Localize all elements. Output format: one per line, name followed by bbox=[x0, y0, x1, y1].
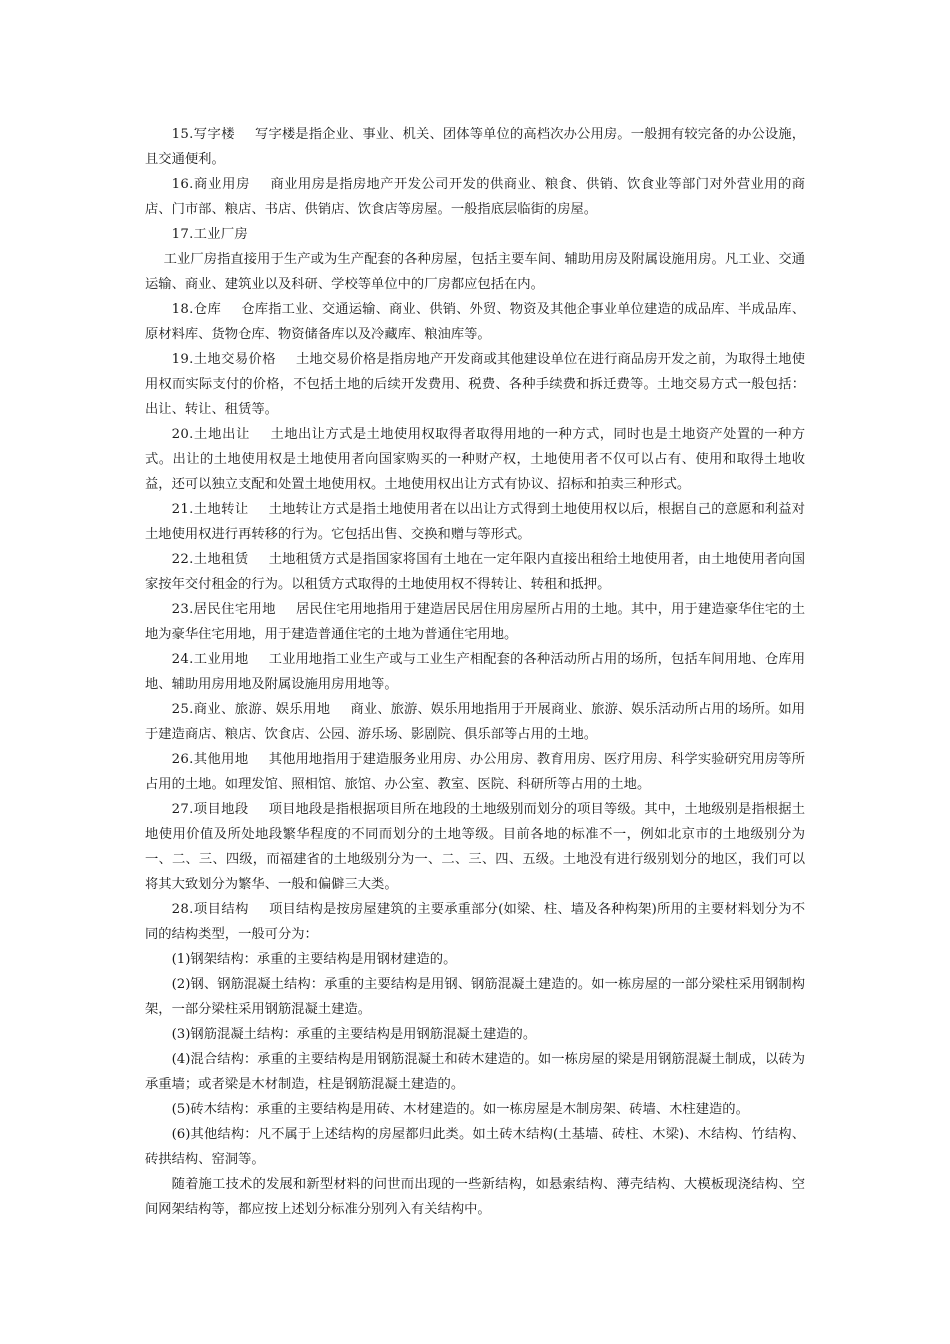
document-page bbox=[145, 122, 805, 1222]
paragraph-heading: 23.居民住宅用地 bbox=[171, 602, 276, 617]
paragraph-body: 项目地段是指根据项目所在地段的土地级别而划分的项目等级。其中，土地级别是指根据土地使用价值及所处地段繁华程度的不同而划分的土地等级。目前各地的标准不一，例如北京市的土地级别分为一、二、三、四级，而福建省的土地级别分为一、二、三、四、五级。土地没有进行级别划分的地区，我们可以将其大致划分为繁华、一般和偏僻三大类。 bbox=[145, 802, 805, 892]
paragraph-heading: 22.土地租赁 bbox=[171, 552, 249, 567]
list-item bbox=[145, 1097, 805, 1122]
list-item bbox=[145, 972, 805, 1022]
paragraph-body: 土地转让方式是指土地使用者在以出让方式得到土地使用权以后，根据自己的意愿和利益对土地使用权进行再转移的行为。它包括出售、交换和赠与等形式。 bbox=[145, 502, 805, 542]
paragraph-body: 工业用地指工业生产或与工业生产相配套的各种活动所占用的场所，包括车间用地、仓库用地、辅助用房用地及附属设施用房用地等。 bbox=[145, 652, 805, 692]
paragraph-heading: 24.工业用地 bbox=[171, 652, 249, 667]
paragraph-body: (6)其他结构：凡不属于上述结构的房屋都归此类。如土砖木结构(土基墙、砖柱、木梁)、木结构、竹结构、砖拱结构、窑洞等。 bbox=[145, 1127, 805, 1167]
list-item bbox=[145, 1022, 805, 1047]
paragraph-body: (3)钢筋混凝土结构：承重的主要结构是用钢筋混凝土建造的。 bbox=[171, 1027, 537, 1042]
paragraph-body: (5)砖木结构：承重的主要结构是用砖、木材建造的。如一栋房屋是木制房架、砖墙、木柱建造的。 bbox=[171, 1102, 749, 1117]
paragraph-heading: 20.土地出让 bbox=[171, 427, 251, 442]
paragraph-body: 土地出让方式是土地使用权取得者取得用地的一种方式，同时也是土地资产处置的一种方式。出让的土地使用权是土地使用者向国家购买的一种财产权，土地使用者不仅可以占有、使用和取得土地收益，还可以独立支配和处置土地使用权。土地使用权出让方式有协议、招标和拍卖三种形式。 bbox=[145, 427, 806, 492]
paragraph-body: 随着施工技术的发展和新型材料的问世而出现的一些新结构，如悬索结构、薄壳结构、大模板现浇结构、空间网架结构等，都应按上述划分标准分别列入有关结构中。 bbox=[145, 1177, 805, 1217]
paragraph-body: 写字楼是指企业、事业、机关、团体等单位的高档次办公用房。一般拥有较完备的办公设施，且交通便利。 bbox=[145, 127, 806, 167]
paragraph bbox=[145, 122, 805, 172]
paragraph-body: 其他用地指用于建造服务业用房、办公用房、教育用房、医疗用房、科学实验研究用房等所占用的土地。如理发馆、照相馆、旅馆、办公室、教室、医院、科研所等占用的土地。 bbox=[145, 752, 805, 792]
paragraph-heading: 26.其他用地 bbox=[171, 752, 249, 767]
paragraph-body: 居民住宅用地指用于建造居民居住用房屋所占用的土地。其中，用于建造豪华住宅的土地为豪华住宅用地，用于建造普通住宅的土地为普通住宅用地。 bbox=[145, 602, 805, 642]
paragraph bbox=[145, 547, 805, 597]
paragraph bbox=[145, 1172, 805, 1222]
paragraph-heading: 15.写字楼 bbox=[171, 127, 235, 142]
list-item bbox=[145, 1122, 805, 1172]
paragraph-heading: 25.商业、旅游、娱乐用地 bbox=[171, 702, 331, 717]
paragraph-body: 土地租赁方式是指国家将国有土地在一定年限内直接出租给土地使用者，由土地使用者向国家按年交付租金的行为。以租赁方式取得的土地使用权不得转让、转租和抵押。 bbox=[145, 552, 805, 592]
paragraph bbox=[145, 222, 805, 247]
paragraph-body: 工业厂房指直接用于生产或为生产配套的各种房屋，包括主要车间、辅助用房及附属设施用房。凡工业、交通运输、商业、建筑业以及科研、学校等单位中的厂房都应包括在内。 bbox=[145, 252, 805, 292]
paragraph-heading: 19.土地交易价格 bbox=[171, 352, 276, 367]
paragraph bbox=[145, 897, 805, 947]
paragraph-heading: 28.项目结构 bbox=[171, 902, 249, 917]
paragraph bbox=[145, 297, 805, 347]
paragraph-heading: 17.工业厂房 bbox=[171, 227, 249, 242]
paragraph-body: 仓库指工业、交通运输、商业、供销、外贸、物资及其他企事业单位建造的成品库、半成品库、原材料库、货物仓库、物资储备库以及冷藏库、粮油库等。 bbox=[145, 302, 805, 342]
paragraph bbox=[145, 172, 805, 222]
paragraph-heading: 16.商业用房 bbox=[171, 177, 251, 192]
paragraph bbox=[145, 247, 805, 297]
paragraph bbox=[145, 597, 805, 647]
paragraph-body: (1)钢架结构：承重的主要结构是用钢材建造的。 bbox=[171, 952, 457, 967]
paragraph-body: 项目结构是按房屋建筑的主要承重部分(如梁、柱、墙及各种构架)所用的主要材料划分为不同的结构类型，一般可分为： bbox=[145, 902, 806, 942]
paragraph-heading: 21.土地转让 bbox=[171, 502, 249, 517]
paragraph bbox=[145, 422, 805, 497]
paragraph-heading: 18.仓库 bbox=[171, 302, 222, 317]
list-item bbox=[145, 1047, 805, 1097]
paragraph bbox=[145, 697, 805, 747]
paragraph-body: (2)钢、钢筋混凝土结构：承重的主要结构是用钢、钢筋混凝土建造的。如一栋房屋的一部分梁柱采用钢制构架，一部分梁柱采用钢筋混凝土建造。 bbox=[145, 977, 805, 1017]
paragraph bbox=[145, 797, 805, 897]
paragraph-body: (4)混合结构：承重的主要结构是用钢筋混凝土和砖木建造的。如一栋房屋的梁是用钢筋混凝土制成，以砖为承重墙；或者梁是木材制造，柱是钢筋混凝土建造的。 bbox=[145, 1052, 805, 1092]
paragraph bbox=[145, 497, 805, 547]
paragraph-body: 商业、旅游、娱乐用地指用于开展商业、旅游、娱乐活动所占用的场所。如用于建造商店、粮店、饮食店、公园、游乐场、影剧院、俱乐部等占用的土地。 bbox=[145, 702, 806, 742]
list-item bbox=[145, 947, 805, 972]
paragraph bbox=[145, 647, 805, 697]
paragraph-body: 商业用房是指房地产开发公司开发的供商业、粮食、供销、饮食业等部门对外营业用的商店、门市部、粮店、书店、供销店、饮食店等房屋。一般指底层临街的房屋。 bbox=[145, 177, 806, 217]
paragraph bbox=[145, 747, 805, 797]
paragraph-heading: 27.项目地段 bbox=[171, 802, 249, 817]
paragraph-body: 土地交易价格是指房地产开发商或其他建设单位在进行商品房开发之前，为取得土地使用权而实际支付的价格，不包括土地的后续开发费用、税费、各种手续费和拆迁费等。土地交易方式一般包括：出让、转让、租赁等。 bbox=[145, 352, 805, 417]
paragraph bbox=[145, 347, 805, 422]
